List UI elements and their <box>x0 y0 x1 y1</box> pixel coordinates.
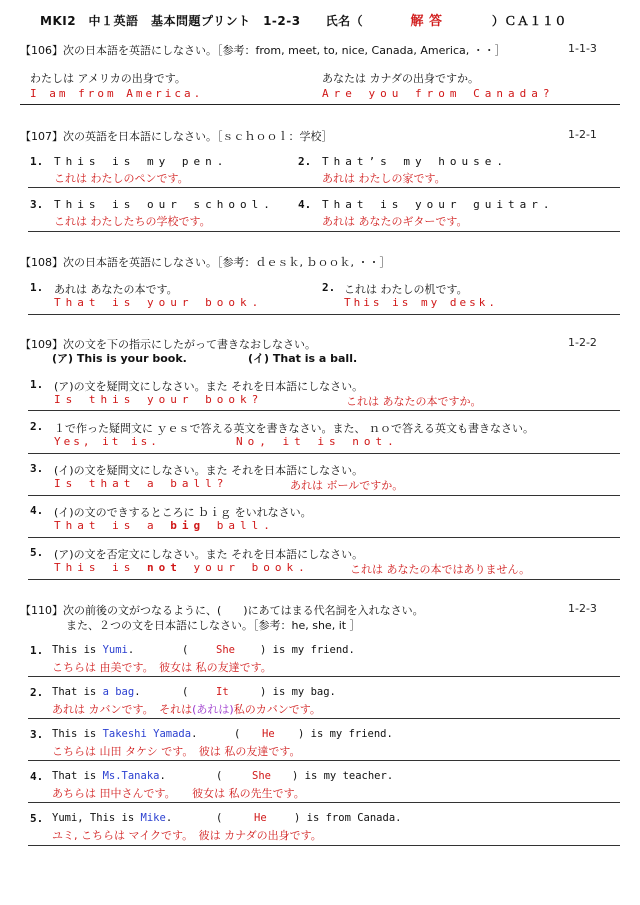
q110-3-rest: ) is my friend. <box>298 728 393 740</box>
q110-2-pre: That is <box>52 686 103 698</box>
q108-1-en: That is your book. <box>54 296 264 309</box>
q110-2-name: a bag <box>102 686 135 698</box>
q106-2-en: Are you from Canada? <box>322 87 555 100</box>
divider <box>28 187 620 188</box>
q110-1-sentence <box>52 644 134 656</box>
q110-1-paren-open: ( <box>182 644 189 656</box>
q107-1-num: 1. <box>30 155 44 168</box>
q110-4-sentence <box>52 770 166 782</box>
q110-4-name: Ms.Tanaka <box>102 770 160 782</box>
divider <box>28 314 620 315</box>
q110-4-jp: あちらは 田中さんです。 彼女は 私の先生です。 <box>52 787 305 800</box>
q107-3-num: 3. <box>30 198 44 211</box>
section-109-code: 1-2-2 <box>568 336 597 349</box>
q109-2-num: 2. <box>30 420 44 433</box>
q106-1-jp: わたしは アメリカの出身です。 <box>30 72 186 85</box>
q110-4-answer: She <box>252 770 271 782</box>
divider <box>28 845 620 846</box>
q110-5-answer: He <box>254 812 267 824</box>
q110-2-jp-b: (あれは) <box>192 703 234 716</box>
q110-5-name: Mike <box>140 812 166 824</box>
q110-3-pre: This is <box>52 728 103 740</box>
q110-4-paren-open: ( <box>216 770 223 782</box>
q109-5-en <box>54 561 310 574</box>
section-106-title: 【106】次の日本語を英語にしなさい。［参考：from, meet, to, nice, Canada, America, ・・］ <box>20 44 506 57</box>
q110-5-num: 5. <box>30 812 44 825</box>
q109-2-yes: Yes, it is. <box>54 435 160 448</box>
q110-5-sentence <box>52 812 172 824</box>
section-110-code: 1-2-3 <box>568 602 597 615</box>
q109-4-en <box>54 519 275 532</box>
q109-4-text: (イ)の文のできするところに ｂｉｇ をいれなさい。 <box>54 506 312 519</box>
q109-5-en-a: This is <box>54 561 147 574</box>
q107-1-jp: これは わたしのペンです。 <box>54 172 189 185</box>
q110-5-pre: Yumi, This is <box>52 812 141 824</box>
q109-3-jp: あれは ボールですか。 <box>290 479 404 492</box>
section-110-title2: また、２つの文を日本語にしなさい。［参考：he, she, it ］ <box>66 619 361 632</box>
q110-3-answer: He <box>262 728 275 740</box>
q110-1-num: 1. <box>30 644 44 657</box>
q110-1-post: . <box>127 644 135 656</box>
q107-4-en: That is your guitar. <box>322 198 555 211</box>
q107-3-jp: これは わたしたちの学校です。 <box>54 215 211 228</box>
section-109-title: 【109】次の文を下の指示にしたがって書きなおしなさい。 <box>20 338 316 351</box>
q107-3-en: This is our school. <box>54 198 275 211</box>
q110-5-post: . <box>165 812 173 824</box>
q110-4-num: 4. <box>30 770 44 783</box>
q108-2-num: 2. <box>322 281 336 294</box>
q110-3-num: 3. <box>30 728 44 741</box>
q107-4-jp: あれは あなたのギターです。 <box>322 215 468 228</box>
q110-3-sentence <box>52 728 197 740</box>
divider <box>28 760 620 761</box>
q107-2-num: 2. <box>298 155 312 168</box>
q110-2-post: . <box>134 686 141 698</box>
q110-1-rest: ) is my friend. <box>260 644 355 656</box>
q109-1-text: (ア)の文を疑問文にしなさい。また それを日本語にしなさい。 <box>54 380 364 393</box>
q109-4-num: 4. <box>30 504 44 517</box>
divider <box>28 676 620 677</box>
q110-5-jp: ユミ, こちらは マイクです。 彼は カナダの出身です。 <box>52 829 322 842</box>
q110-2-jp <box>52 701 321 717</box>
q109-5-not: not <box>146 561 182 574</box>
divider <box>28 410 620 411</box>
q109-3-text: (イ)の文を疑問文にしなさい。また それを日本語にしなさい。 <box>54 464 364 477</box>
q109-5-num: 5. <box>30 546 44 559</box>
q108-2-jp: これは わたしの机です。 <box>344 283 468 296</box>
q110-3-jp: こちらは 山田 タケシ です。 彼は 私の友達です。 <box>52 745 301 758</box>
q110-2-answer: It <box>216 686 229 698</box>
q109-2-text: １で作った疑問文に ｙｅｓで答える英文を書きなさい。また、 ｎｏで答える英文も書きなさい。 <box>54 422 534 435</box>
q110-1-answer: She <box>216 644 235 656</box>
q109-4-en-a: That is a <box>54 519 171 532</box>
q106-2-jp: あなたは カナダの出身ですか。 <box>322 72 479 85</box>
q110-4-pre: That is <box>52 770 103 782</box>
q110-4-rest: ) is my teacher. <box>292 770 394 782</box>
q110-4-post: . <box>159 770 166 782</box>
q110-5-paren-open: ( <box>216 812 223 824</box>
q109-2-no: No, it is not. <box>236 435 399 448</box>
q109-1-en: Is this your book? <box>54 393 264 406</box>
q109-5-text: (ア)の文を否定文にしなさい。また それを日本語にしなさい。 <box>54 548 364 561</box>
q107-4-num: 4. <box>298 198 312 211</box>
answer-label: 解 答 <box>410 14 443 29</box>
q109-1-jp: これは あなたの本ですか。 <box>346 395 482 408</box>
q107-2-jp: あれは わたしの家です。 <box>322 172 446 185</box>
q108-2-en: This is my desk. <box>344 296 498 309</box>
q109-4-en-b: ball. <box>205 519 275 532</box>
q110-3-paren-open: ( <box>234 728 241 740</box>
q110-5-rest: ) is from Canada. <box>294 812 402 824</box>
divider <box>28 537 620 538</box>
page-title <box>40 10 567 29</box>
q110-3-name: Takeshi Yamada <box>102 728 192 740</box>
q110-2-num: 2. <box>30 686 44 699</box>
sentence-a: (ア) This is your book. <box>52 352 187 365</box>
divider <box>28 802 620 803</box>
q109-4-big: big <box>170 519 206 532</box>
q110-1-name: Yumi <box>102 644 128 656</box>
divider <box>28 579 620 580</box>
q106-1-en: I am from America. <box>30 87 204 100</box>
q109-3-num: 3. <box>30 462 44 475</box>
sentence-b: (イ) That is a ball. <box>248 352 358 365</box>
q110-2-paren-open: ( <box>182 686 189 698</box>
q109-3-en: Is that a ball? <box>54 477 229 490</box>
q109-5-en-b: your book. <box>181 561 310 574</box>
q110-2-sentence <box>52 686 141 698</box>
divider <box>28 718 620 719</box>
q107-2-en: That’s my house. <box>322 155 508 168</box>
q109-5-jp: これは あなたの本ではありません。 <box>350 563 531 576</box>
divider <box>20 104 620 105</box>
q107-1-en: This is my pen. <box>54 155 229 168</box>
section-108-title: 【108】次の日本語を英語にしなさい。［参考：ｄｅｓｋ, ｂｏｏｋ, ・・］ <box>20 256 391 269</box>
q110-2-jp-c: 私のカバンです。 <box>233 703 321 716</box>
q108-1-jp: あれは あなたの本です。 <box>54 283 178 296</box>
q108-1-num: 1. <box>30 281 44 294</box>
section-106-code: 1-1-3 <box>568 42 597 55</box>
section-107-code: 1-2-1 <box>568 128 597 141</box>
section-110-title: 【110】次の前後の文がつなるように、( )にあてはまる代名詞を入れなさい。 <box>20 604 424 617</box>
divider <box>28 453 620 454</box>
divider <box>28 231 620 232</box>
q110-1-jp: こちらは 由美です。 彼女は 私の友達です。 <box>52 661 272 674</box>
q110-2-rest: ) is my bag. <box>260 686 336 698</box>
q109-1-num: 1. <box>30 378 44 391</box>
section-107-title: 【107】次の英語を日本語にしなさい。［ｓｃｈｏｏｌ：学校］ <box>20 130 333 143</box>
q110-1-pre: This is <box>52 644 103 656</box>
title-close: ）ＣＡ１１０ <box>491 14 567 28</box>
q110-3-post: . <box>191 728 198 740</box>
divider <box>28 495 620 496</box>
q110-2-jp-a: あれは カバンです。 それは <box>52 703 193 716</box>
title-text: MKI2 中１英語 基本問題プリント 1-2-3 氏名（ <box>40 14 364 28</box>
